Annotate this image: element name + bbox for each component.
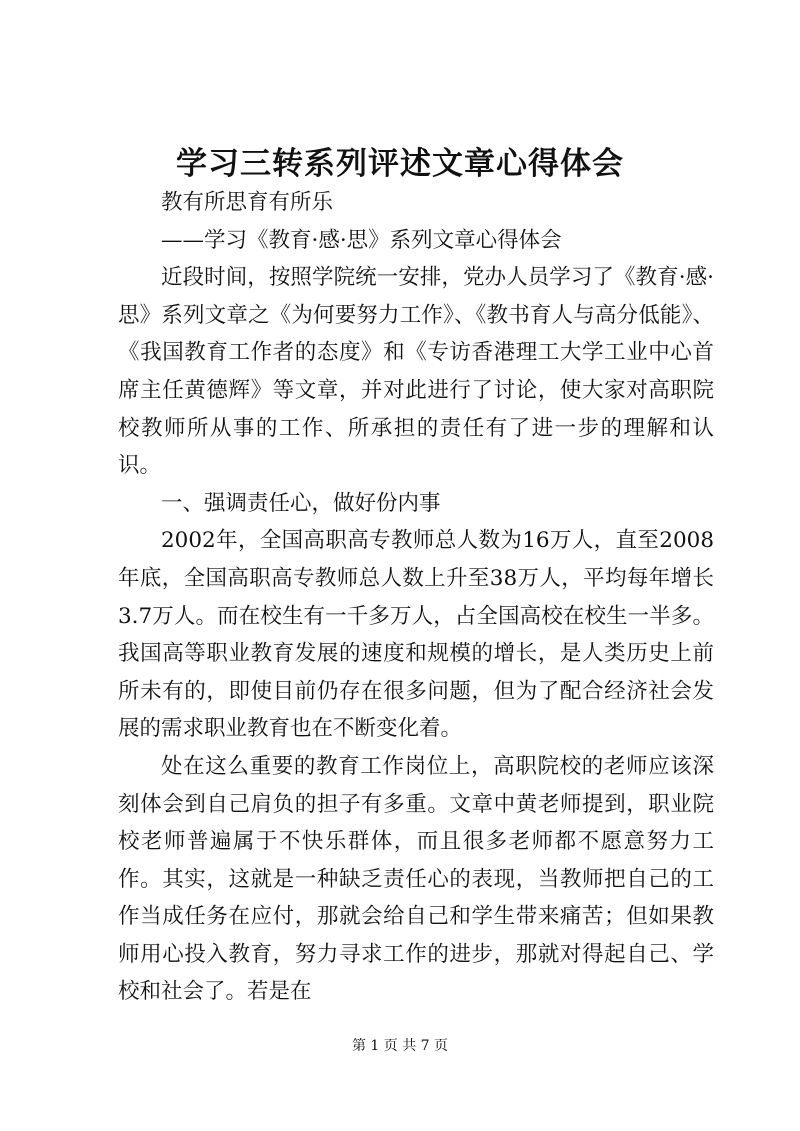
subtitle-line: ——学习《教育·感·思》系列文章心得体会 bbox=[161, 227, 562, 253]
page-number: 第 1 页 共 7 页 bbox=[351, 1038, 449, 1054]
body-paragraph: 处在这么重要的教育工作岗位上，高职院校的老师应该深刻体会到自己肩负的担子有多重。文章中黄老师提到，职业院校老师普遍属于不快乐群体，而且很多老师都不愿意努力工作。其实，这就是一种缺乏责任心的表现，当教师把自己的工作当成任务在应付，那就会给自己和学生带来痛苦；但如果教师用心投入教育，努力寻求工作的进步，那就对得起自己、学校和社会了。若是在 bbox=[118, 753, 714, 1005]
document-body bbox=[118, 184, 714, 1011]
subtitle-line: 教有所思育有所乐 bbox=[161, 190, 334, 215]
body-paragraph: 近段时间，按照学院统一安排，党办人员学习了《教育·感·思》系列文章之《为何要努力工作》、《教书育人与高分低能》、《我国教育工作者的态度》和《专访香港理工大学工业中心首席主任黄德辉》等文章，并对此进行了讨论，使大家对高职院校教师所从事的工作、所承担的责任有了进一步的理解和认识。 bbox=[118, 265, 714, 479]
section-heading: 一、强调责任心，做好份内事 bbox=[161, 490, 441, 516]
body-paragraph: 2002年，全国高职高专教师总人数为16万人，直至2008年底，全国高职高专教师总人数上升至38万人，平均每年增长3.7万人。而在校生有一千多万人，占全国高校在校生一半多。我国高等职业教育发展的速度和规模的增长，是人类历史上前所未有的，即使目前仍存在很多问题，但为了配合经济社会发展的需求职业教育也在不断变化着。 bbox=[118, 528, 714, 742]
page-title: 学习三转系列评述文章心得体会 bbox=[176, 146, 624, 182]
